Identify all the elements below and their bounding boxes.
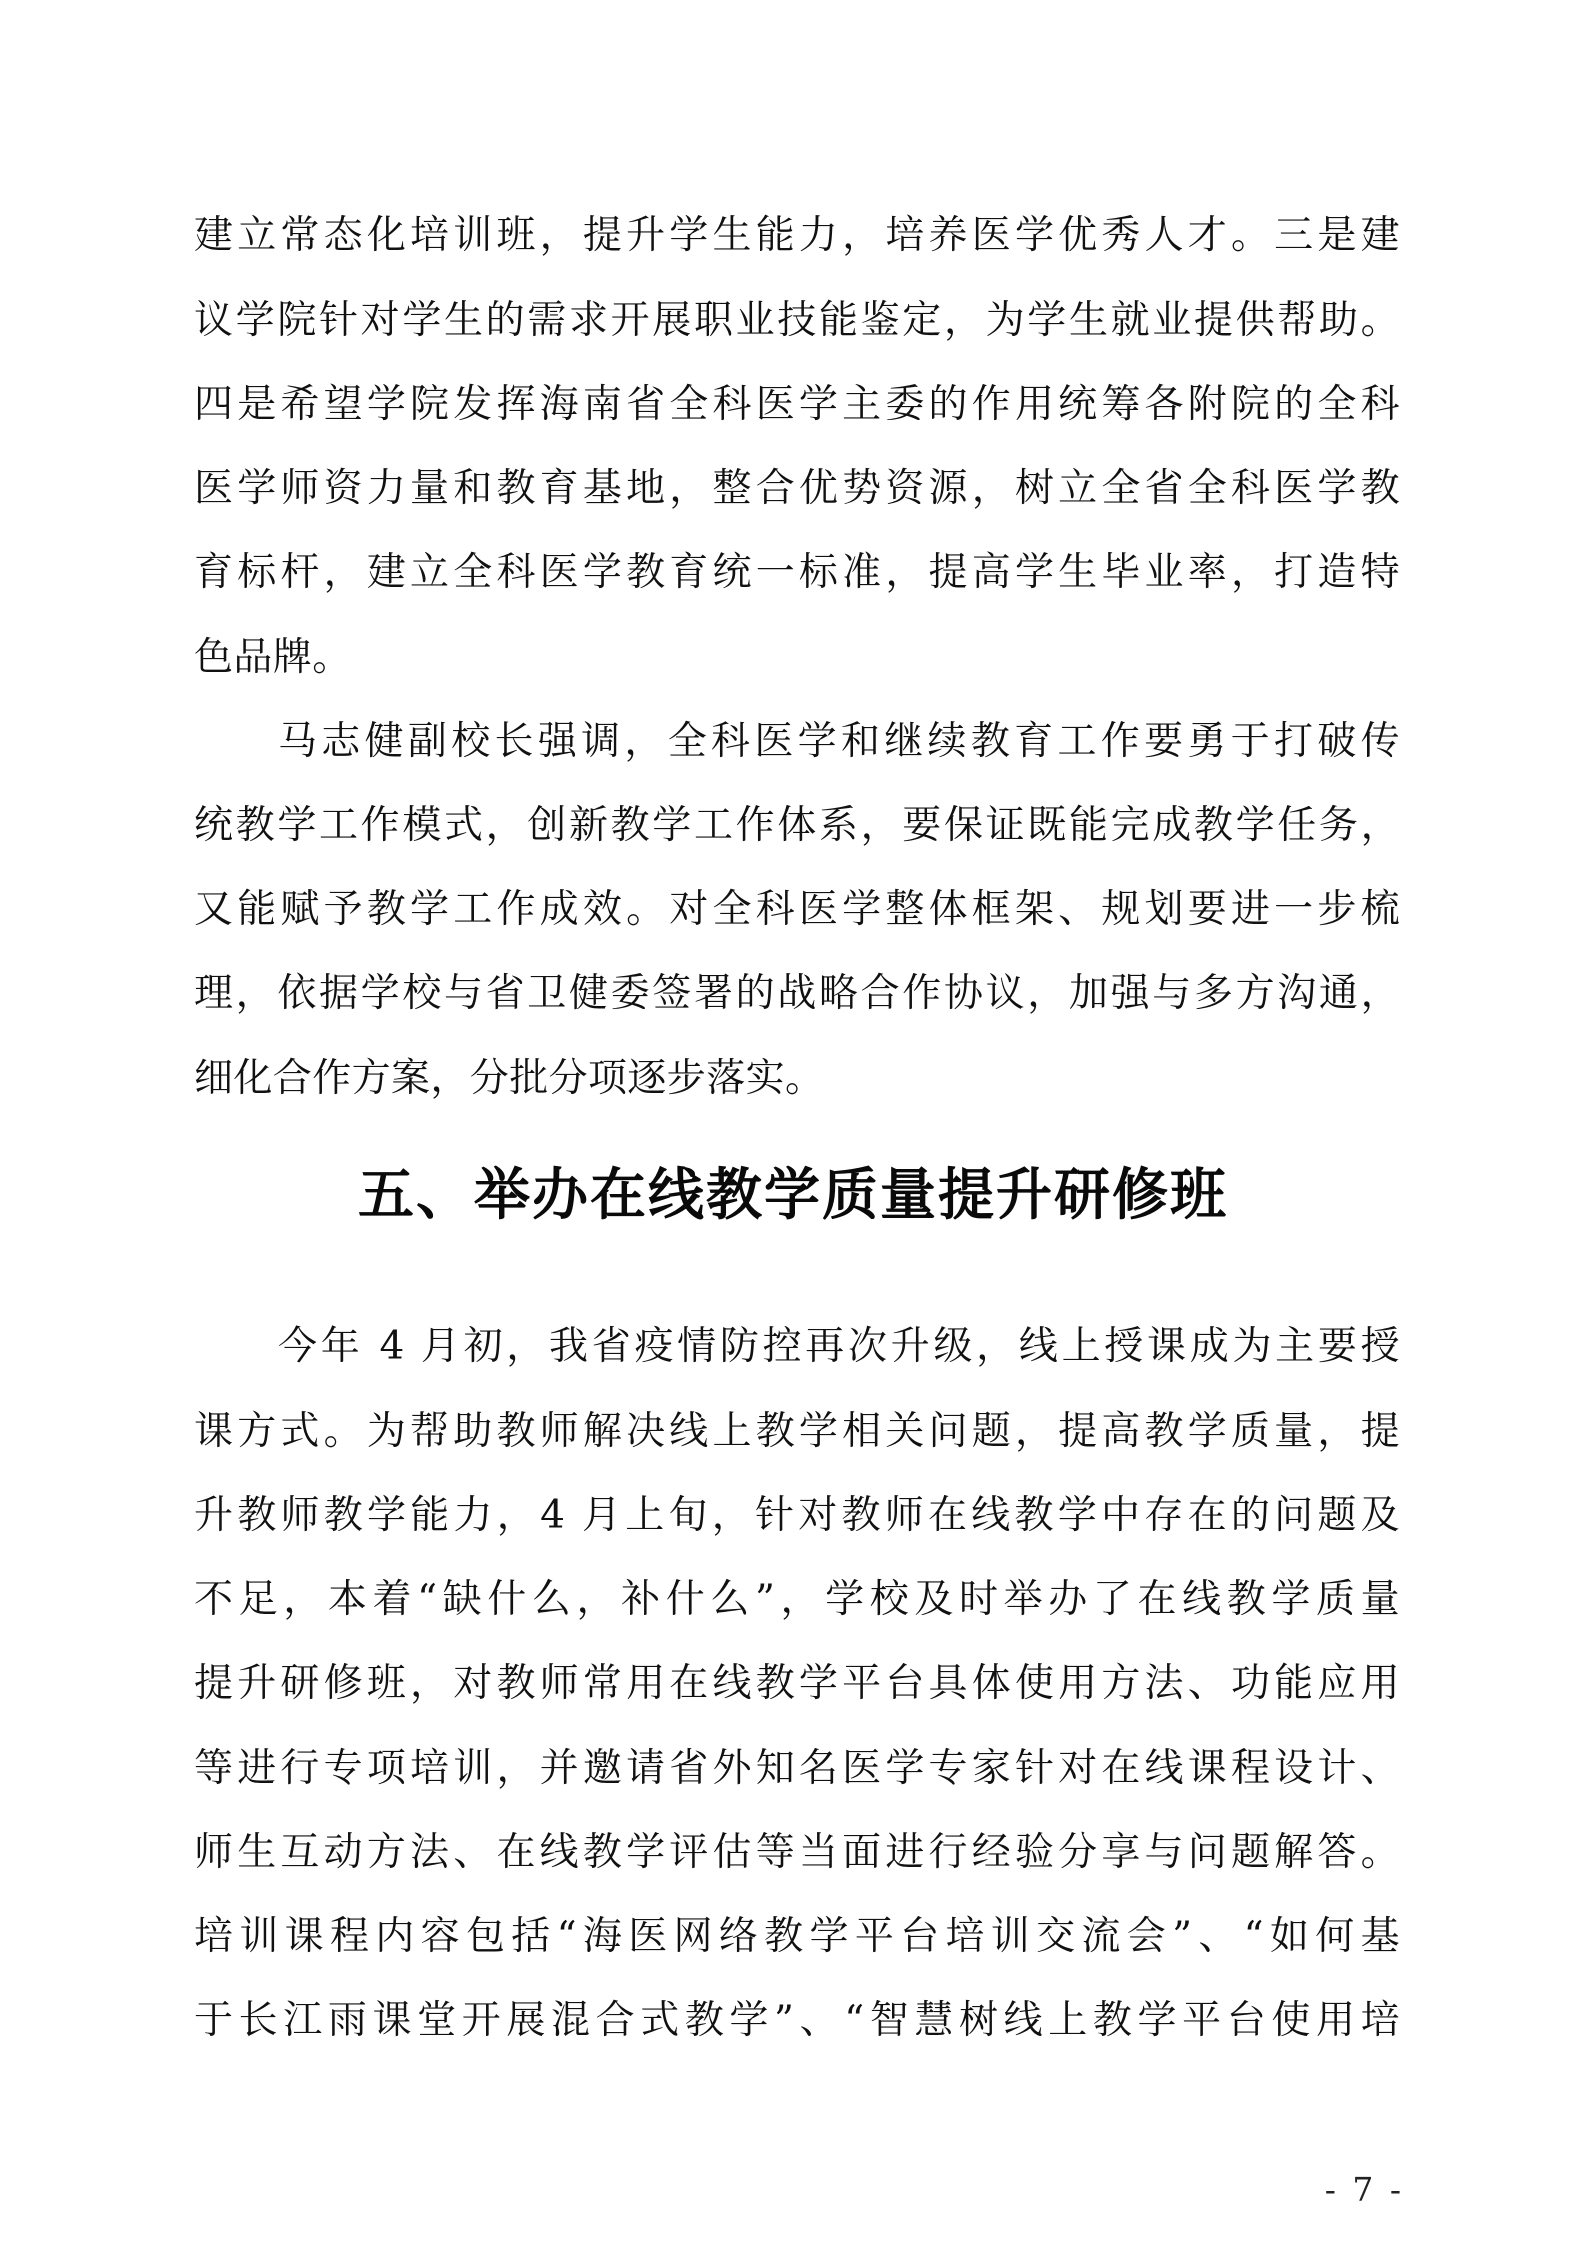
paragraph-2-line-3: 又能赋予教学工作成效。对全科医学整体框架、规划要进一步梳 bbox=[194, 887, 1400, 932]
paragraph-1-line-5: 育标杆，建立全科医学教育统一标准，提高学生毕业率，打造特 bbox=[194, 550, 1400, 595]
paragraph-1-line-3: 四是希望学院发挥海南省全科医学主委的作用统筹各附院的全科 bbox=[194, 382, 1400, 427]
paragraph-2-line-5: 细化合作方案，分批分项逐步落实。 bbox=[194, 1056, 825, 1101]
paragraph-3-line-6: 等进行专项培训，并邀请省外知名医学专家针对在线课程设计、 bbox=[194, 1746, 1400, 1791]
paragraph-1-line-1: 建立常态化培训班，提升学生能力，培养医学优秀人才。三是建 bbox=[194, 213, 1400, 258]
paragraph-3-line-3: 升教师教学能力，4 月上旬，针对教师在线教学中存在的问题及 bbox=[194, 1493, 1400, 1538]
paragraph-3-line-4: 不足，本着“缺什么，补什么”，学校及时举办了在线教学质量 bbox=[194, 1577, 1400, 1622]
paragraph-1-line-6: 色品牌。 bbox=[194, 635, 352, 680]
paragraph-3-line-8: 培训课程内容包括“海医网络教学平台培训交流会”、“如何基 bbox=[194, 1914, 1400, 1959]
paragraph-2-line-1: 马志健副校长强调，全科医学和继续教育工作要勇于打破传 bbox=[278, 719, 1400, 764]
paragraph-1-line-4: 医学师资力量和教育基地，整合优势资源，树立全省全科医学教 bbox=[194, 466, 1400, 511]
paragraph-3-line-2: 课方式。为帮助教师解决线上教学相关问题，提高教学质量，提 bbox=[194, 1409, 1400, 1454]
paragraph-2-line-4: 理，依据学校与省卫健委签署的战略合作协议，加强与多方沟通， bbox=[194, 971, 1400, 1016]
paragraph-2-line-2: 统教学工作模式，创新教学工作体系，要保证既能完成教学任务， bbox=[194, 803, 1400, 848]
paragraph-3-line-1: 今年 4 月初，我省疫情防控再次升级，线上授课成为主要授 bbox=[278, 1324, 1400, 1369]
paragraph-3-line-5: 提升研修班，对教师常用在线教学平台具体使用方法、功能应用 bbox=[194, 1661, 1400, 1706]
page-number: - 7 - bbox=[1324, 2170, 1404, 2209]
paragraph-3-line-7: 师生互动方法、在线教学评估等当面进行经验分享与问题解答。 bbox=[194, 1830, 1400, 1875]
paragraph-1-line-2: 议学院针对学生的需求开展职业技能鉴定，为学生就业提供帮助。 bbox=[194, 298, 1400, 343]
paragraph-3-line-9: 于长江雨课堂开展混合式教学”、“智慧树线上教学平台使用培 bbox=[194, 1998, 1400, 2043]
section-heading: 五、举办在线教学质量提升研修班 bbox=[358, 1163, 1228, 1228]
